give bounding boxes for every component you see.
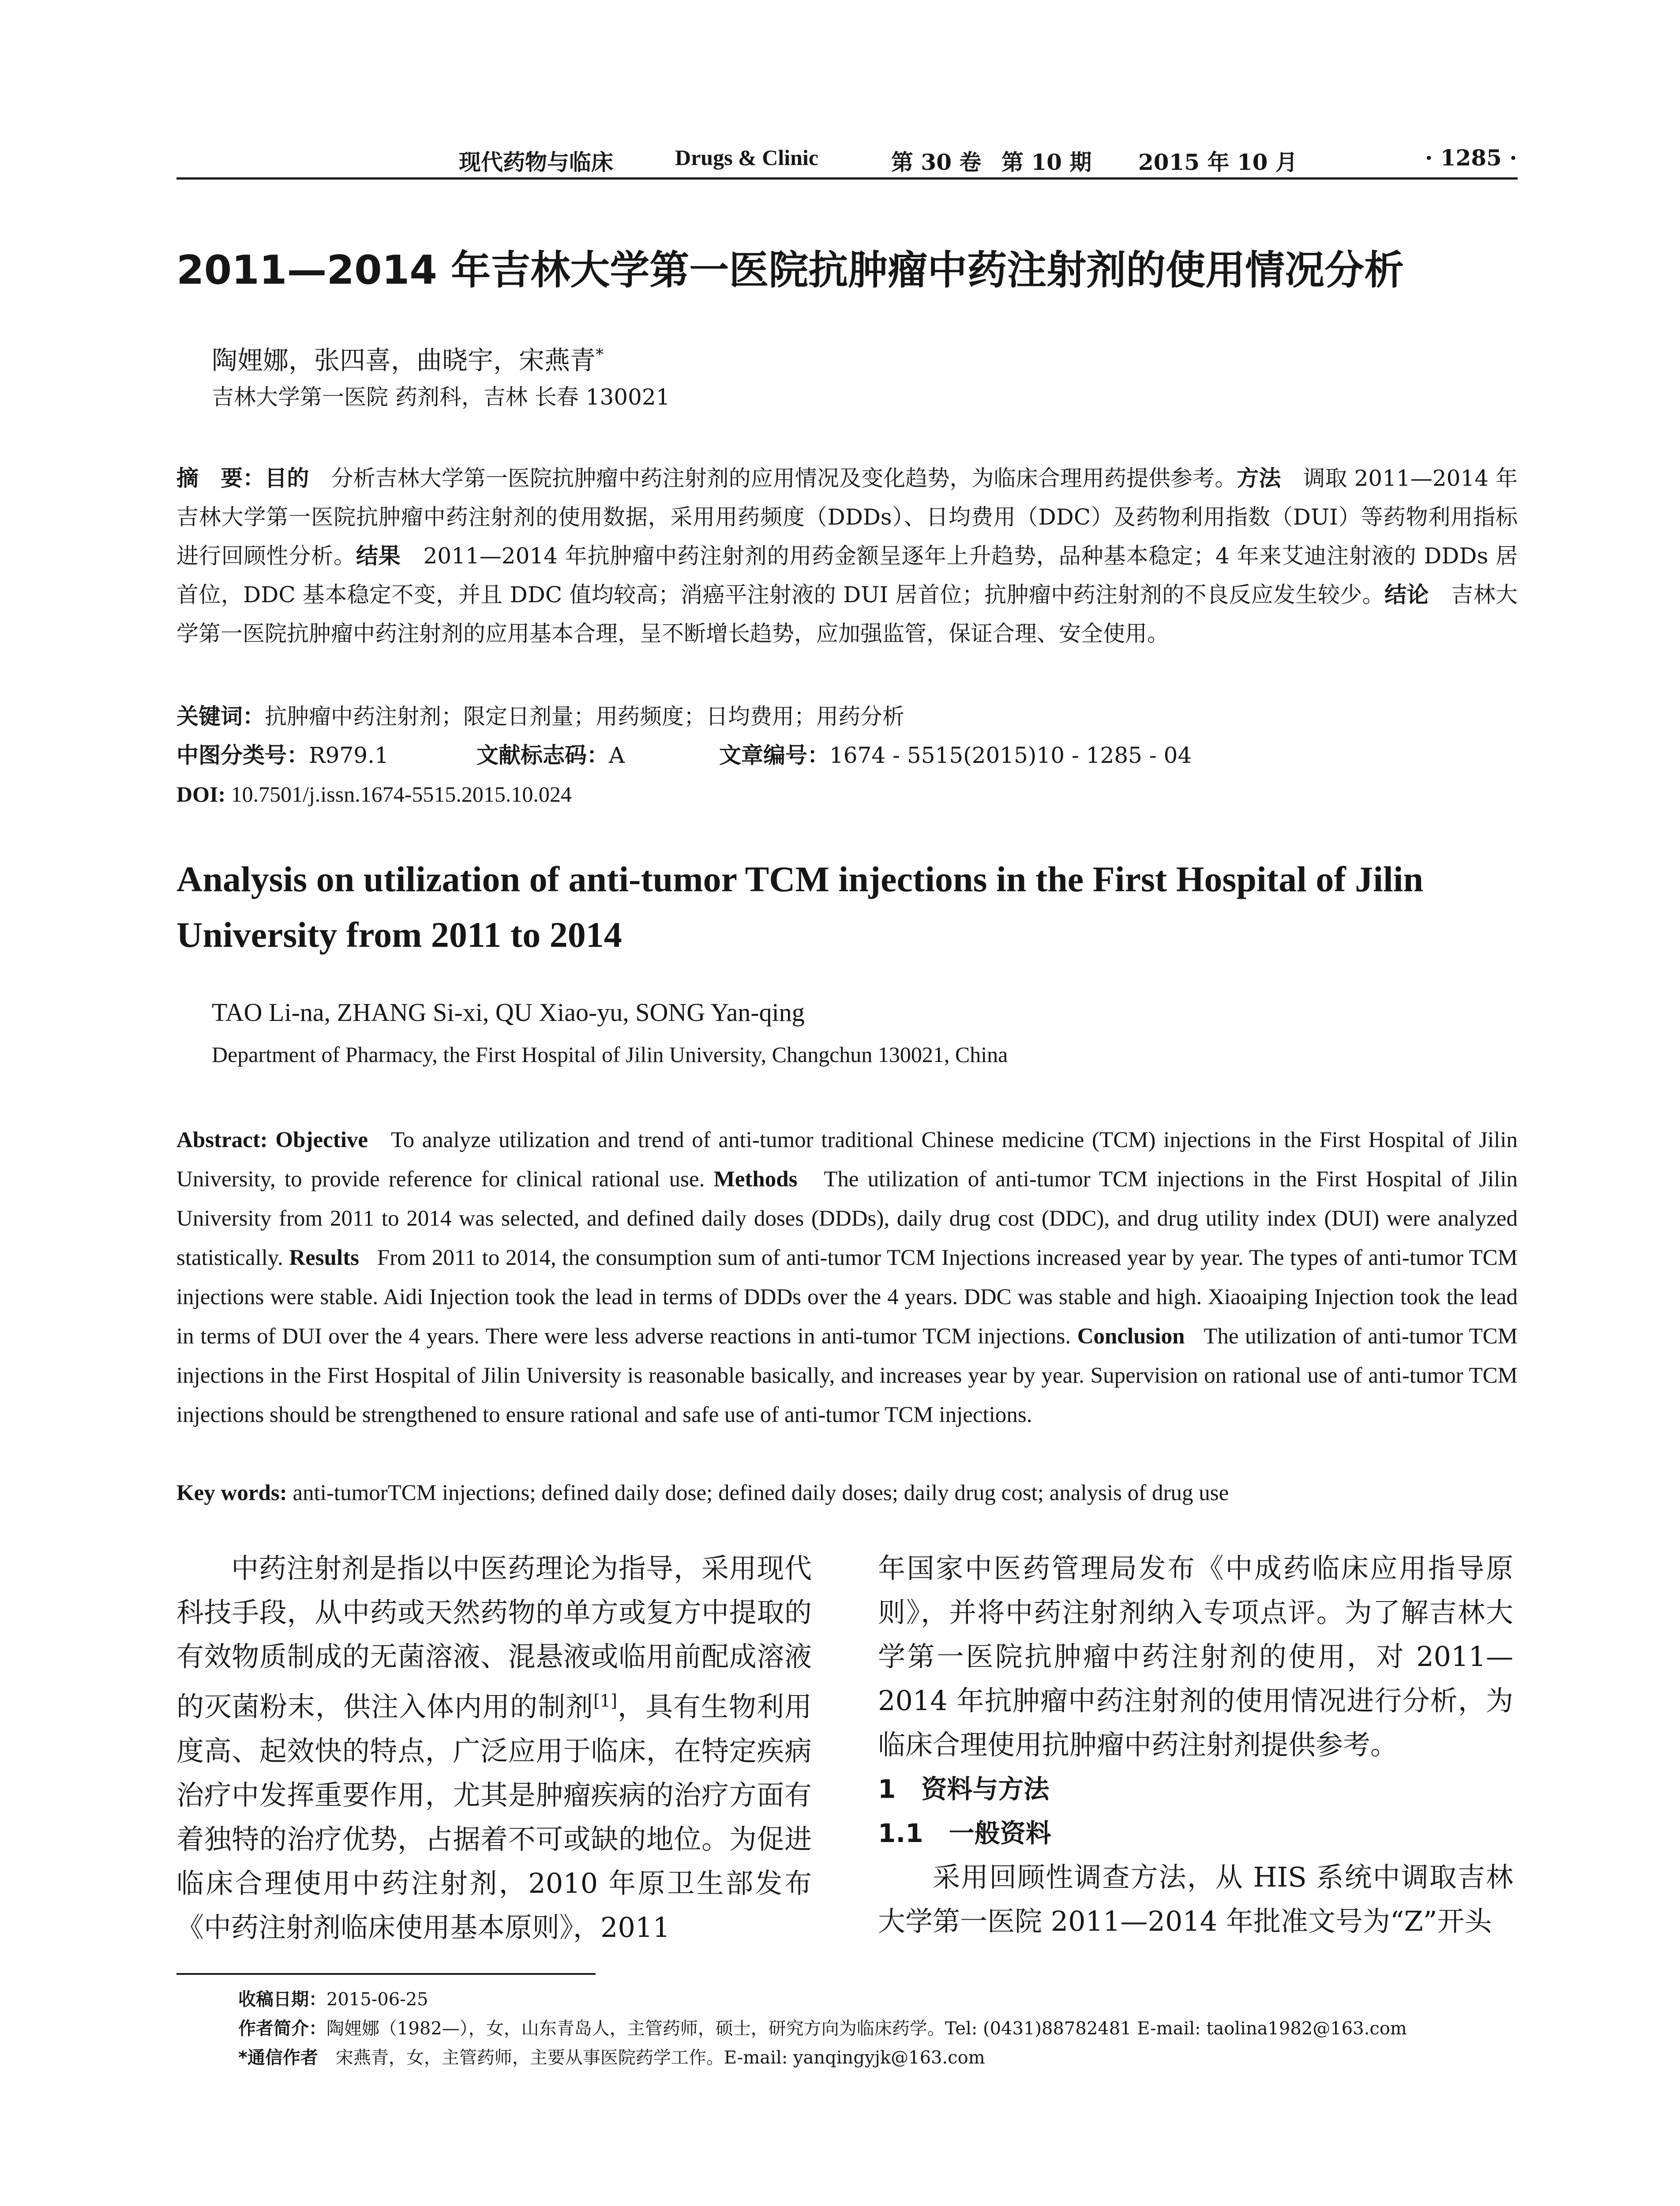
conclusion-en-label: Conclusion	[1077, 1324, 1185, 1349]
authors-cn	[212, 335, 604, 380]
corresponding-mark: *	[596, 346, 604, 364]
author-bio: 陶娌娜（1982—），女，山东青岛人，主管药师，硕士，研究方向为临床药学。Tel: (0431)88782481 E-mail: taolina1982@163.com	[326, 2018, 1407, 2039]
body-paragraph: 年国家中医药管理局发布《中成药临床应用指导原则》，并将中药注射剂纳入专项点评。为了解吉林大学第一医院抗肿瘤中药注射剂的使用，对 2011—2014 年抗肿瘤中药注射剂的使用情况进行分析，为临床合理使用抗肿瘤中药注射剂提供参考。	[878, 1552, 1513, 1761]
clc-value: R979.1	[309, 743, 389, 768]
clc-label: 中图分类号：	[176, 743, 309, 768]
affiliation-en: Department of Pharmacy, the First Hospital of Jilin University, Changchun 130021, China	[212, 1042, 1008, 1067]
abstract-cn	[176, 459, 1518, 653]
author-bio-label: 作者简介：	[238, 2018, 326, 2039]
body-text: 中药注射剂是指以中医药理论为指导，采用现代科技手段，从中药或天然药物的单方或复方中提取的有效物质制成的无菌溶液、混悬液或临用前配成溶液的灭菌粉末，供注入体内用的制剂	[176, 1552, 812, 1723]
affiliation-cn: 吉林大学第一医院 药剂科，吉林 长春 130021	[212, 384, 670, 410]
doi-value: 10.7501/j.issn.1674-5515.2015.10.024	[225, 782, 572, 807]
conclusion-cn: 吉林大学第一医院抗肿瘤中药注射剂的应用基本合理，呈不断增长趋势，应加强监管，保证合理、安全使用。	[176, 582, 1518, 646]
abstract-en	[176, 1121, 1518, 1435]
footnote-received	[238, 1985, 428, 2014]
doi-line	[176, 775, 572, 814]
abstract-cn-label: 摘 要：	[176, 465, 265, 491]
doc-code-label: 文献标志码：	[476, 743, 609, 768]
keywords-en-label: Key words:	[176, 1481, 287, 1505]
methods-cn: 调取 2011—2014 年吉林大学第一医院抗肿瘤中药注射剂的使用数据，采用用药频度（DDDs）、日均费用（DDC）及药物利用指数（DUI）等药物利用指标进行回顾性分析。	[176, 465, 1518, 569]
objective-en: To analyze utilization and trend of anti-tumor traditional Chinese medicine (TCM) injections in the First Hospital of Jilin University, to provide reference for clinical rational use.	[176, 1128, 1518, 1192]
methods-cn-label: 方法	[1237, 465, 1281, 491]
body-paragraph: 采用回顾性调查方法，从 HIS 系统中调取吉林大学第一医院 2011—2014 年批准文号为“Z”开头	[878, 1861, 1513, 1937]
keywords-cn	[176, 697, 904, 736]
keywords-cn-text: 抗肿瘤中药注射剂；限定日剂量；用药频度；日均费用；用药分析	[265, 704, 904, 729]
received-label: 收稿日期：	[238, 1989, 326, 2010]
reference-marker: [1]	[593, 1691, 617, 1711]
doi-label: DOI:	[176, 782, 226, 807]
article-number-value: 1674 - 5515(2015)10 - 1285 - 04	[829, 743, 1192, 768]
footnote-author	[238, 2015, 1407, 2043]
journal-name-cn: 现代药物与临床	[459, 149, 613, 175]
keywords-cn-label: 关键词：	[176, 704, 265, 729]
issue-date: 2015 年 10 月	[1138, 149, 1298, 175]
issue: 第 10 期	[1001, 149, 1092, 175]
title-en: Analysis on utilization of anti-tumor TCM injections in the First Hospital of Jilin University from 2011 to 2014	[176, 859, 1424, 955]
results-cn: 2011—2014 年抗肿瘤中药注射剂的用药金额呈逐年上升趋势，品种基本稳定；4 年来艾迪注射液的 DDDs 居首位，DDC 基本稳定不变，并且 DDC 值均较高；消癌平注射液的 DUI 居首位；抗肿瘤中药注射剂的不良反应发生较少。	[176, 543, 1518, 608]
conclusion-en: The utilization of anti-tumor TCM injections in the First Hospital of Jilin University is reasonable basically, and increases year by year. Supervision on rational use of anti-tumor TCM injections should be strengthened to ensure rational and safe use of anti-tumor TCM injections.	[176, 1324, 1518, 1427]
conclusion-cn-label: 结论	[1384, 582, 1429, 608]
page-number: · 1285 ·	[1425, 145, 1517, 171]
results-cn-label: 结果	[356, 543, 401, 569]
footnote-corresponding	[238, 2044, 985, 2072]
body-paragraph	[176, 1546, 812, 1950]
classification-line	[176, 736, 1192, 775]
volume: 第 30 卷	[891, 149, 982, 175]
abstract-en-label: Abstract:	[176, 1128, 268, 1152]
corresponding-info: 宋燕青，女，主管药师，主要从事医院药学工作。E-mail: yanqingyjk@163.com	[318, 2048, 985, 2068]
article-number-label: 文章编号：	[719, 743, 829, 768]
authors-en: TAO Li-na, ZHANG Si-xi, QU Xiao-yu, SONG Yan-qing	[212, 998, 805, 1027]
objective-en-label: Objective	[275, 1128, 368, 1152]
body-right-column	[878, 1546, 1513, 1943]
running-header	[176, 140, 1518, 176]
keywords-en	[176, 1474, 1518, 1513]
body-left-column	[176, 1546, 812, 1950]
objective-cn-label: 目的	[265, 465, 309, 491]
corresponding-label: *通信作者	[238, 2048, 318, 2068]
doc-code-value: A	[609, 743, 625, 768]
authors-cn-names: 陶娌娜，张四喜，曲晓宇，宋燕青	[212, 345, 596, 375]
methods-en-label: Methods	[713, 1167, 798, 1192]
methods-en: The utilization of anti-tumor TCM injections in the First Hospital of Jilin University from 2011 to 2014 was selected, and defined daily doses (DDDs), daily drug cost (DDC), and drug utility index (DUI) were analyzed statistically.	[176, 1167, 1518, 1270]
body-text: ，具有生物利用度高、起效快的特点，广泛应用于临床，在特定疾病治疗中发挥重要作用，尤其是肿瘤疾病的治疗方面有着独特的治疗优势，占据着不可或缺的地位。为促进临床合理使用中药注射剂，2010 年原卫生部发布《中药注射剂临床使用基本原则》，2011	[176, 1690, 812, 1943]
footnote-rule	[176, 1973, 596, 1975]
title-cn: 2011—2014 年吉林大学第一医院抗肿瘤中药注射剂的使用情况分析	[176, 247, 1404, 293]
header-rule	[176, 177, 1518, 180]
received-date: 2015-06-25	[326, 1989, 428, 2010]
journal-name-en: Drugs & Clinic	[675, 145, 818, 170]
results-en-label: Results	[289, 1246, 360, 1270]
objective-cn: 分析吉林大学第一医院抗肿瘤中药注射剂的应用情况及变化趋势，为临床合理用药提供参考。	[331, 465, 1237, 491]
keywords-en-text: anti-tumorTCM injections; defined daily dose; defined daily doses; daily drug cost; analysis of drug use	[287, 1481, 1229, 1505]
results-en: From 2011 to 2014, the consumption sum of anti-tumor TCM Injections increased year by year. The types of anti-tumor TCM injections were stable. Aidi Injection took the lead in terms of DDDs over the 4 years. DDC was stable and high. Xiaoaiping Injection took the lead in terms of DUI over the 4 years. There were less adverse reactions in anti-tumor TCM injections.	[176, 1246, 1518, 1349]
section-heading-1-1: 1.1 一般资料	[878, 1818, 1051, 1848]
section-heading-1: 1 资料与方法	[878, 1774, 1050, 1804]
